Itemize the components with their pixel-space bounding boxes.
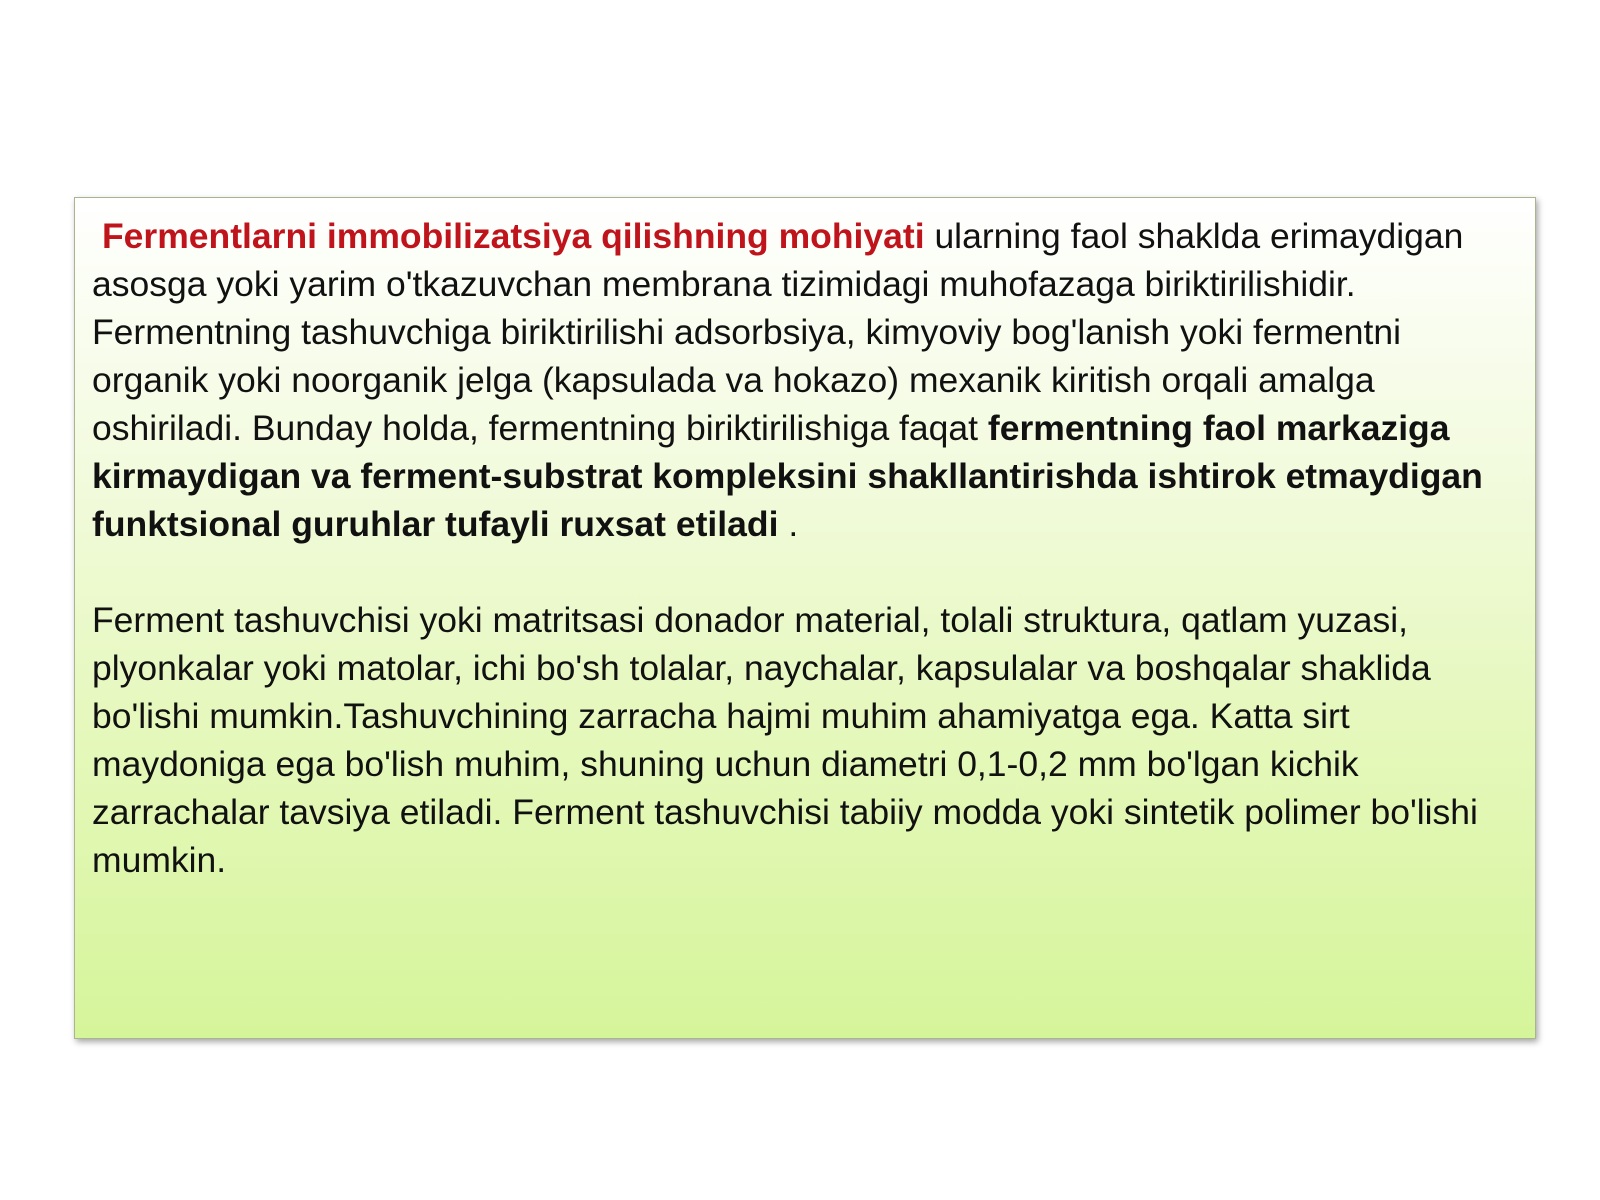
bold-statement: fermentning faol markaziga kirmaydigan va ferment-substrat kompleksini shakllantirishda ishtirok etmaydigan funktsional guruhlar tufayli ruxsat etiladi — [92, 408, 1483, 544]
paragraph-enzyme-carrier: Ferment tashuvchisi yoki matritsasi donador material, tolali struktura, qatlam yuzasi, plyonkalar yoki matolar, ichi bo'sh tolalar, naychalar, kapsulalar va boshqalar shaklida bo'lishi mumkin.Tashuvchining zarracha hajmi muhim ahamiyatga ega. Katta sirt maydoniga ega bo'lish muhim, shuning uchun diametri 0,1-0,2 mm bo'lgan kichik zarrachalar tavsiya etiladi. Ferment tashuvchisi tabiiy modda yoki sintetik polimer bo'lishi mumkin. — [92, 600, 1478, 880]
slide-text-box — [74, 197, 1536, 1039]
paragraph-end: . — [778, 504, 799, 544]
paragraph-immobilization-essence — [92, 212, 1517, 548]
paragraph-text: ularning faol shaklda erimaydigan asosga yoki yarim o'tkazuvchan membrana tizimidagi muhofazaga biriktirilishidir. Fermentning tashuvchiga biriktirilishi adsorbsiya, kimyoviy bog'lanish yoki fermentni organik yoki noorganik jelga (kapsulada va hokazo) mexanik kiritish orqali amalga oshiriladi. Bunday holda, fermentning biriktirilishiga faqat — [92, 216, 1464, 448]
highlighted-term: Fermentlarni immobilizatsiya qilishning mohiyati — [102, 216, 925, 256]
